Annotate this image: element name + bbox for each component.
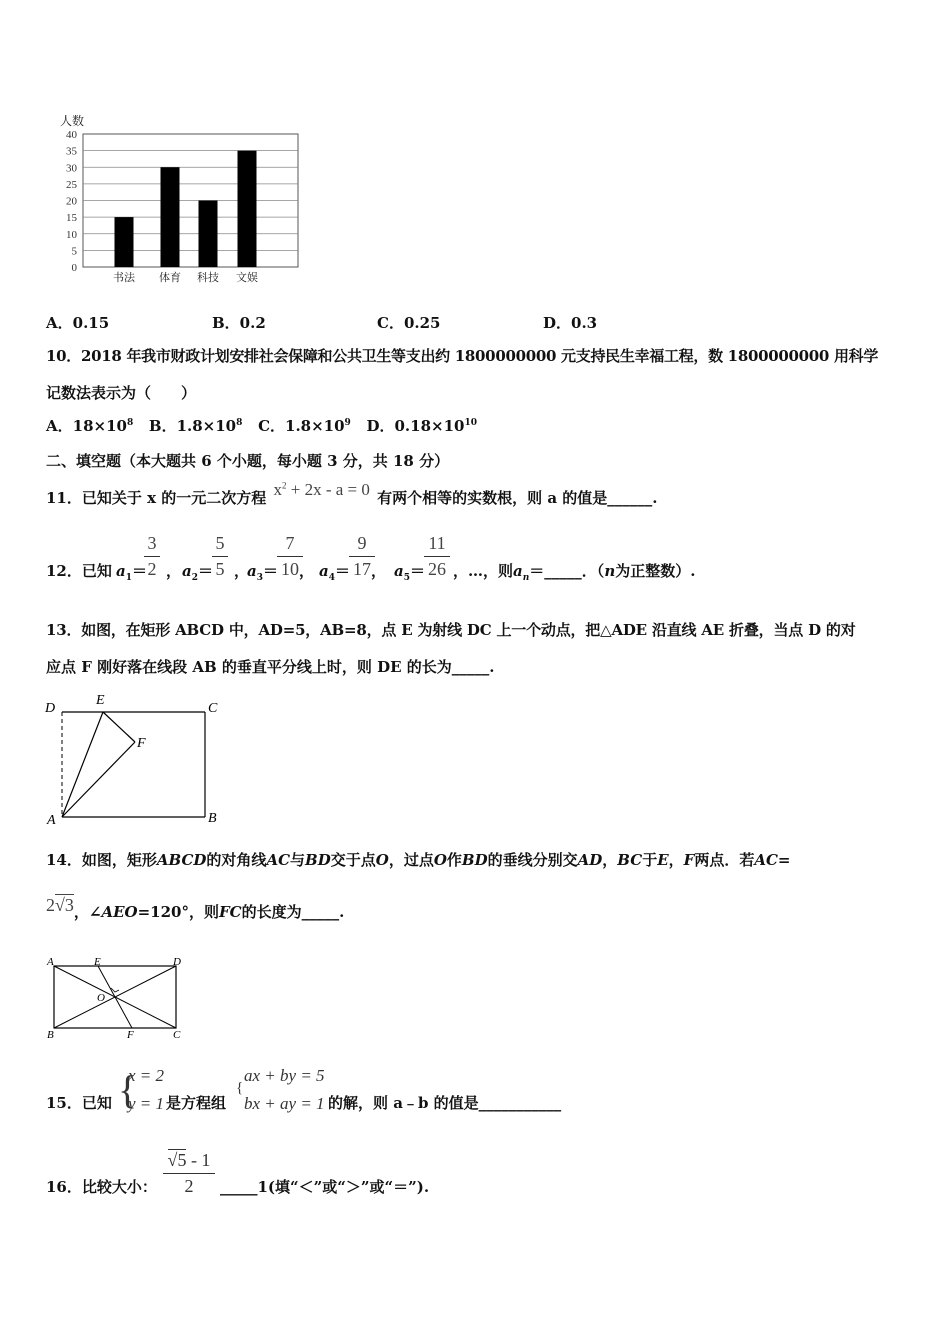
q9-option-a: A．0.15 [46, 314, 110, 332]
y-tick-label: 40 [66, 129, 77, 141]
label-o: O [97, 992, 105, 1004]
x-tick-label: 文娱 [236, 272, 258, 284]
q14-line2: 2√3，∠AEO=120°，则FC的长度为_____. [46, 895, 345, 921]
q12-term-label-5: $a_5=$ [394, 562, 426, 583]
q10-option-b: B．1.8×10 [148, 417, 237, 435]
q12-term-label-2: $a_2=$ [182, 562, 214, 583]
label-f: F [137, 736, 146, 751]
q12-separator: ， [299, 562, 315, 580]
q10-option-c: C．1.8×10 [258, 417, 345, 435]
q15-suffix: 的解，则 a﹣b 的值是___________ [328, 1094, 562, 1112]
q10-line1: 10．2018 年我市财政计划安排社会保障和公共卫生等支出约 1800000000 元支持民生幸福工程，数 1800000000 用科学 [46, 347, 879, 365]
q13-figure [40, 690, 230, 830]
q10-option-d: D．0.18×10 [366, 417, 465, 435]
bar-书法 [115, 217, 134, 267]
bar-chart [40, 110, 320, 290]
y-axis-label: 人数 [60, 114, 85, 128]
bar-科技 [199, 201, 218, 268]
x-tick-label: 体育 [159, 272, 181, 284]
q16-fraction: √5 - 1 2 [163, 1150, 215, 1197]
label-c: C [173, 1029, 181, 1041]
q14-figure [42, 952, 192, 1044]
q10-line2: 记数法表示为（ ） [46, 384, 197, 402]
q12-fraction-4: 9 17 [349, 533, 375, 580]
bar-体育 [161, 167, 180, 267]
q9-option-d: D．0.3 [543, 314, 598, 332]
label-b: B [208, 811, 217, 826]
q9-option-b: B．0.2 [212, 314, 266, 332]
q10-options: A．$18\times 10^8$ B．$1.8\times 10^8$ C．$1.8\times 10^9$ D．$0.18\times 10^{10}$ [46, 417, 477, 435]
label-a: A [47, 956, 54, 968]
y-tick-label: 15 [66, 212, 77, 225]
x-tick-label: 科技 [197, 272, 219, 284]
q11-equation: $x^2 + 2x - a = 0$ [273, 480, 370, 499]
q12-term-label-1: $a_1=$ [116, 562, 148, 583]
q12-suffix: ，…，则$a_n=\_\_\_\_\_$．（n为正整数）. [453, 562, 696, 583]
q12-separator: ， [371, 562, 387, 580]
q12-fraction-3: 7 10 [277, 533, 303, 580]
y-tick-label: 0 [71, 262, 77, 274]
q10-option-a: A．18×10 [46, 417, 127, 435]
x-tick-label: 书法 [113, 272, 135, 284]
q15-middle: 是方程组 [166, 1094, 227, 1112]
q12-prefix: 12．已知 [46, 562, 112, 580]
label-d: D [173, 956, 181, 968]
label-b: B [47, 1029, 54, 1041]
label-f: F [127, 1029, 134, 1041]
section-heading: 二、填空题（本大题共 6 个小题，每小题 3 分，共 18 分） [46, 452, 450, 470]
q12-separator: ， [166, 562, 182, 580]
q9-option-c: C．0.25 [377, 314, 441, 332]
q12-fraction-5: 11 26 [424, 533, 450, 580]
bar-文娱 [238, 151, 257, 267]
q11-prefix: 11．已知关于 x 的一元二次方程 [46, 489, 267, 507]
y-tick-label: 35 [66, 145, 77, 158]
label-e: E [94, 956, 101, 968]
q14-line1: 14．如图，矩形ABCD的对角线AC与BD交于点O，过点O作BD的垂线分别交AD，BC于E，F两点．若AC= [46, 851, 791, 869]
label-e: E [96, 693, 105, 708]
q11-suffix: 有两个相等的实数根，则 a 的值是______. [377, 489, 658, 507]
q12-term-label-3: $a_3=$ [247, 562, 279, 583]
label-d: D [45, 701, 56, 716]
q12-fraction-1: 3 2 [144, 533, 160, 580]
q12-separator: ， [234, 562, 250, 580]
q11 [46, 480, 658, 508]
y-tick-label: 25 [66, 178, 77, 191]
q12-fraction-2: 5 5 [212, 533, 228, 580]
q16-suffix: _____1(填“＜”或“＞”或“＝”). [220, 1178, 430, 1196]
y-tick-label: 20 [66, 195, 77, 208]
y-tick-label: 10 [66, 228, 77, 241]
y-tick-label: 30 [66, 162, 77, 175]
label-a: A [47, 813, 56, 828]
q13-line2: 应点 F 刚好落在线段 AB 的垂直平分线上时，则 DE 的长为_____. [46, 658, 495, 676]
q12-term-label-4: $a_4=$ [319, 562, 351, 583]
q15-prefix: 15．已知 [46, 1094, 112, 1112]
q13-line1: 13．如图，在矩形 ABCD 中，AD=5，AB=8，点 E 为射线 DC 上一个动点，把△ADE 沿直线 AE 折叠，当点 D 的对 [46, 621, 856, 639]
label-c: C [208, 701, 218, 716]
q16-prefix: 16．比较大小： [46, 1178, 157, 1196]
y-tick-label: 5 [71, 245, 77, 258]
